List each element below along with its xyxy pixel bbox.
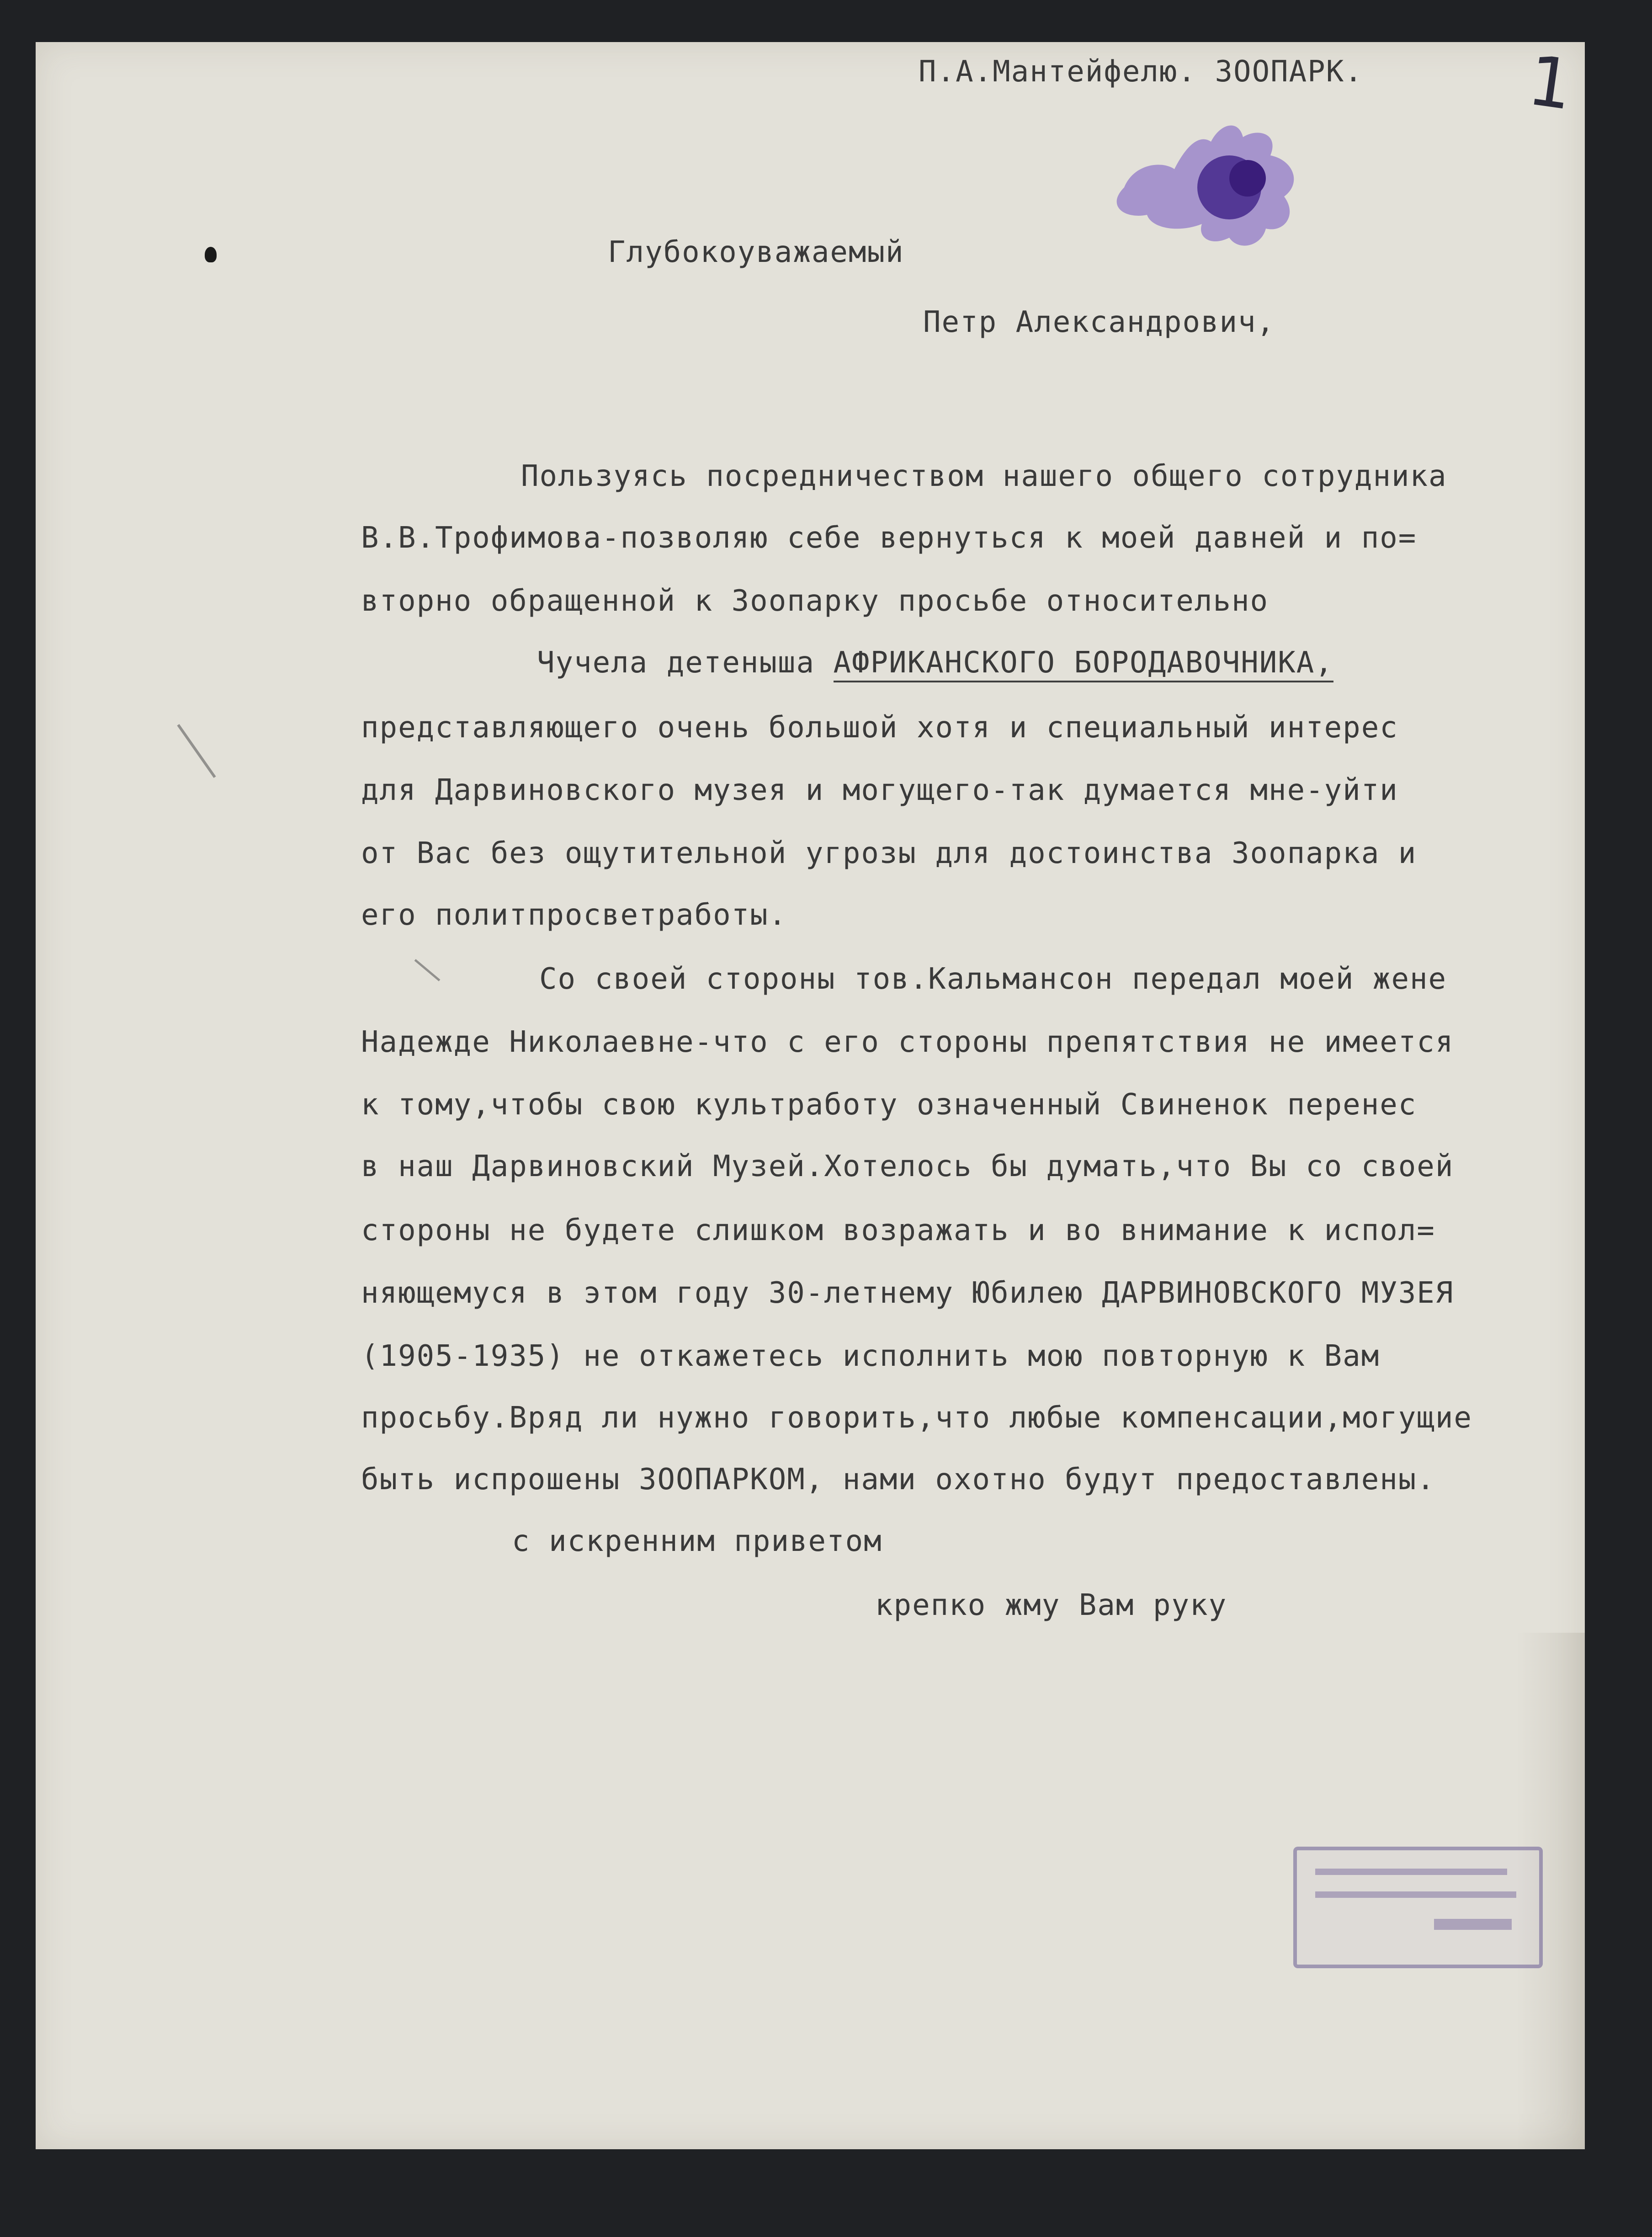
body-line: его политпросветработы. — [361, 898, 787, 932]
closing-line-1: с искренним приветом — [512, 1524, 882, 1558]
body-line: Со своей стороны тов.Кальмансон передал моей жене — [539, 962, 1447, 996]
body-line: вторно обращенной к Зоопарку просьбе относительно — [361, 584, 1269, 618]
folio-number: 1 — [1523, 41, 1578, 126]
closing-line-2: крепко жму Вам руку — [875, 1588, 1227, 1622]
punch-hole — [205, 247, 217, 262]
subject-prefix: Чучела детеныша — [537, 646, 815, 680]
body-line: В.В.Трофимова-позволяю себе вернуться к моей давней и по= — [361, 521, 1417, 555]
stamp-line — [1315, 1869, 1507, 1875]
body-line: Надежде Николаевне-что с его стороны препятствия не имеется — [361, 1025, 1454, 1059]
stamp-line — [1315, 1891, 1516, 1898]
ink-blot — [1097, 114, 1307, 265]
body-line: быть испрошены ЗООПАРКОМ, нами охотно будут предоставлены. — [361, 1463, 1435, 1497]
subject-emphasis: АФРИКАНСКОГО БОРОДАВОЧНИКА, — [833, 646, 1333, 680]
body-line: к тому,чтобы свою культработу означенный Свиненок перенес — [361, 1088, 1417, 1122]
body-line: просьбу.Вряд ли нужно говорить,что любые компенсации,могущие — [361, 1401, 1472, 1435]
body-line: няющемуся в этом году 30-летнему Юбилею ДАРВИНОВСКОГО МУЗЕЯ — [361, 1276, 1454, 1310]
address-line: П.А.Мантейфелю. ЗООПАРК. — [919, 55, 1363, 89]
body-line: стороны не будете слишком возражать и во внимание к испол= — [361, 1214, 1435, 1247]
subject-line — [537, 646, 1333, 680]
body-line: от Вас без ощутительной угрозы для достоинства Зоопарка и — [361, 836, 1417, 870]
body-line: представляющего очень большой хотя и специальный интерес — [361, 711, 1398, 745]
stamp-line — [1434, 1919, 1512, 1930]
archive-stamp — [1293, 1847, 1543, 1968]
body-line: Пользуясь посредничеством нашего общего сотрудника — [521, 459, 1447, 493]
body-line: (1905-1935) не откажетесь исполнить мою повторную к Вам — [361, 1339, 1380, 1373]
salutation-line-1: Глубокоуважаемый — [608, 235, 904, 269]
salutation-line-2: Петр Александрович, — [923, 305, 1275, 339]
body-line: в наш Дарвиновский Музей.Хотелось бы думать,что Вы со своей — [361, 1150, 1454, 1183]
body-line: для Дарвиновского музея и могущего-так думается мне-уйти — [361, 773, 1398, 807]
